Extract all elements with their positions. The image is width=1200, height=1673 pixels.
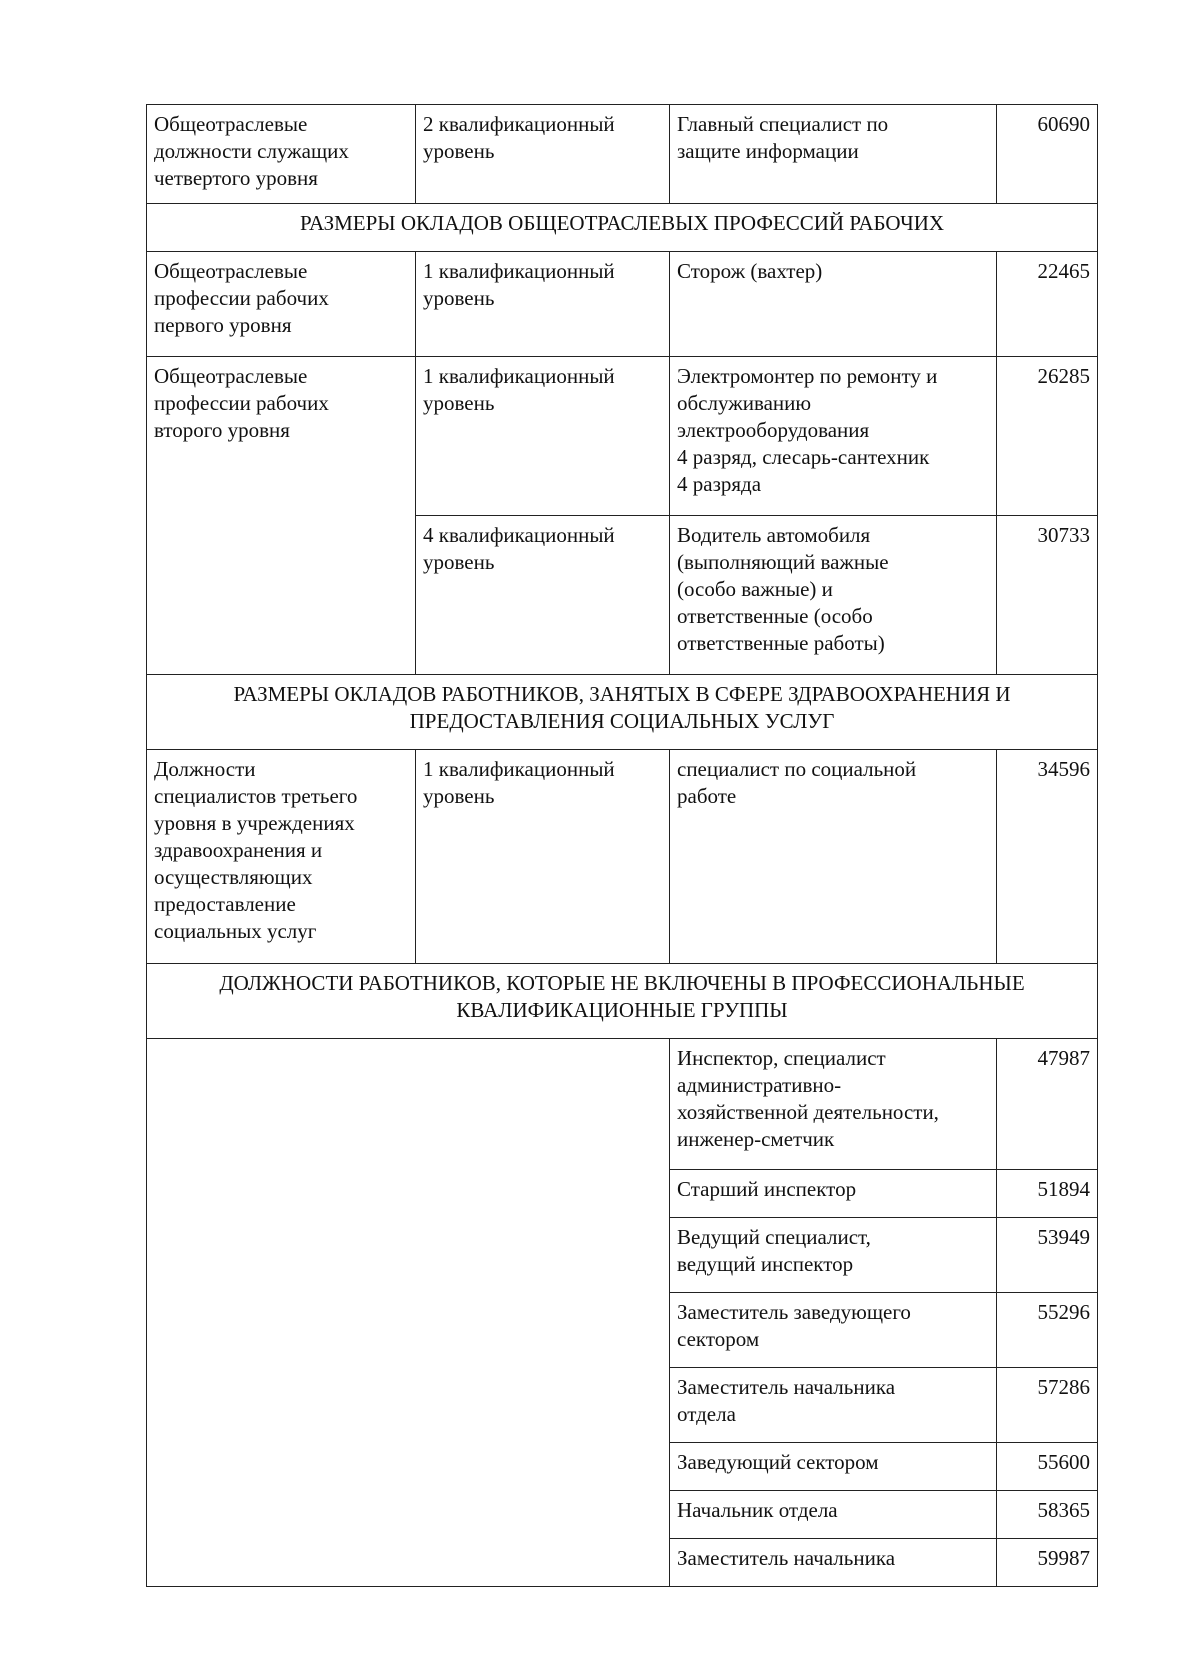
salary-cell: 47987 — [997, 1039, 1098, 1170]
position-cell: Инспектор, специалист административно- хозяйственной деятельности, инженер-сметчик — [670, 1039, 997, 1170]
level-cell: 1 квалификационный уровень — [416, 750, 670, 964]
position-cell: Заместитель начальника отдела — [670, 1368, 997, 1443]
salary-cell: 55600 — [997, 1443, 1098, 1491]
position-cell: Начальник отдела — [670, 1491, 997, 1539]
group-cell: Общеотраслевые профессии рабочих первого уровня — [147, 252, 416, 357]
position-cell: Ведущий специалист, ведущий инспектор — [670, 1218, 997, 1293]
position-cell: Главный специалист по защите информации — [670, 105, 997, 204]
table-row — [147, 252, 1098, 357]
section-header-row — [147, 964, 1098, 1039]
group-cell: Общеотраслевые должности служащих четвертого уровня — [147, 105, 416, 204]
position-cell: Электромонтер по ремонту и обслуживанию электрооборудования 4 разряд, слесарь-сантехник 4 разряда — [670, 357, 997, 516]
position-cell: Заместитель начальника — [670, 1539, 997, 1587]
position-cell: Сторож (вахтер) — [670, 252, 997, 357]
table-row — [147, 750, 1098, 964]
salary-cell: 30733 — [997, 516, 1098, 675]
table-row — [147, 357, 1098, 516]
position-cell: Старший инспектор — [670, 1170, 997, 1218]
salary-cell: 51894 — [997, 1170, 1098, 1218]
section-header: ДОЛЖНОСТИ РАБОТНИКОВ, КОТОРЫЕ НЕ ВКЛЮЧЕНЫ В ПРОФЕССИОНАЛЬНЫЕ КВАЛИФИКАЦИОННЫЕ ГРУППЫ — [147, 964, 1098, 1039]
group-cell: Должности специалистов третьего уровня в учреждениях здравоохранения и осуществляющих предоставление социальных услуг — [147, 750, 416, 964]
empty-cell — [147, 1039, 670, 1587]
salary-cell: 22465 — [997, 252, 1098, 357]
salary-table — [146, 104, 1098, 1587]
table-row — [147, 1039, 1098, 1170]
salary-cell: 26285 — [997, 357, 1098, 516]
group-cell: Общеотраслевые профессии рабочих второго уровня — [147, 357, 416, 675]
level-cell: 2 квалификационный уровень — [416, 105, 670, 204]
salary-cell: 53949 — [997, 1218, 1098, 1293]
section-header-row — [147, 204, 1098, 252]
position-cell: Водитель автомобиля (выполняющий важные (особо важные) и ответственные (особо ответственные работы) — [670, 516, 997, 675]
salary-cell: 34596 — [997, 750, 1098, 964]
section-header-row — [147, 675, 1098, 750]
position-cell: специалист по социальной работе — [670, 750, 997, 964]
salary-cell: 57286 — [997, 1368, 1098, 1443]
salary-cell: 58365 — [997, 1491, 1098, 1539]
level-cell: 4 квалификационный уровень — [416, 516, 670, 675]
level-cell: 1 квалификационный уровень — [416, 252, 670, 357]
table-row — [147, 105, 1098, 204]
salary-cell: 55296 — [997, 1293, 1098, 1368]
salary-cell: 60690 — [997, 105, 1098, 204]
salary-cell: 59987 — [997, 1539, 1098, 1587]
position-cell: Заместитель заведующего сектором — [670, 1293, 997, 1368]
section-header: РАЗМЕРЫ ОКЛАДОВ ОБЩЕОТРАСЛЕВЫХ ПРОФЕССИЙ РАБОЧИХ — [147, 204, 1098, 252]
position-cell: Заведующий сектором — [670, 1443, 997, 1491]
level-cell: 1 квалификационный уровень — [416, 357, 670, 516]
section-header: РАЗМЕРЫ ОКЛАДОВ РАБОТНИКОВ, ЗАНЯТЫХ В СФЕРЕ ЗДРАВООХРАНЕНИЯ И ПРЕДОСТАВЛЕНИЯ СОЦИАЛЬНЫХ УСЛУГ — [147, 675, 1098, 750]
